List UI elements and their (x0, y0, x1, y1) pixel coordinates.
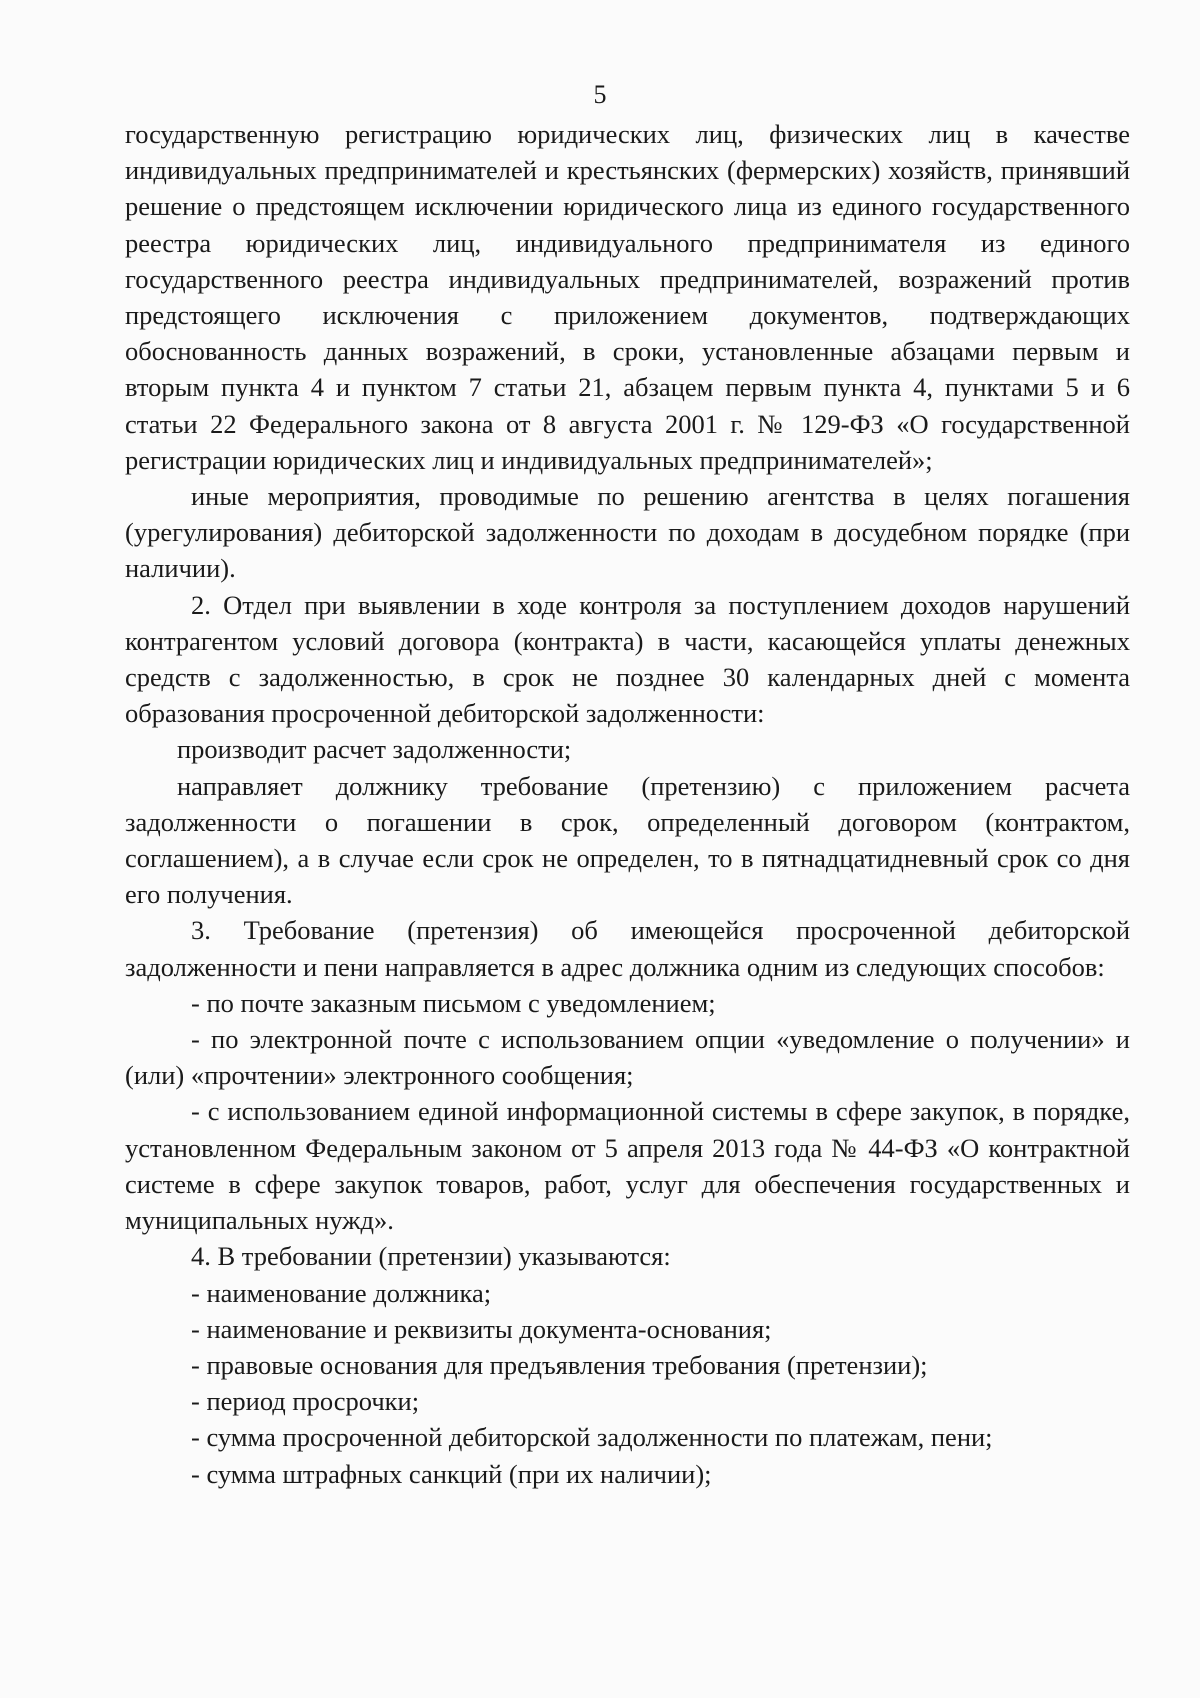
paragraph-continuation: государственную регистрацию юридических лиц, физических лиц в качестве индивидуальных предпринимателей и крестьянских (фермерских) хозяйств, принявший решение о предстоящем исключении юридического лица из единого государственного реестра юридических лиц, индивидуального предпринимателя из единого государственного реестра индивидуальных предпринимателей, возражений против предстоящего исключения с приложением документов, подтверждающих обоснованность данных возражений, в сроки, установленные абзацами первым и вторым пункта 4 и пунктом 7 статьи 21, абзацем первым пункта 4, пунктами 5 и 6 статьи 22 Федерального закона от 8 августа 2001 г. № 129-ФЗ «О государственной регистрации юридических лиц и индивидуальных предпринимателей»; (125, 119, 1130, 475)
list-item-overdue-period: - период просрочки; (191, 1386, 420, 1417)
list-item-email: - по электронной почте с использованием опции «уведомление о получении» и (или) «прочтении» электронного сообщения; (125, 1024, 1130, 1091)
list-item-mail: - по почте заказным письмом с уведомлением; (191, 987, 716, 1018)
list-item-eis: - с использованием единой информационной системы в сфере закупок, в порядке, установленном Федеральным законом от 5 апреля 2013 года № 44-ФЗ «О контрактной системе в сфере закупок товаров, работ, услуг для обеспечения государственных и муниципальных нужд». (125, 1096, 1130, 1236)
paragraph-item-3: 3. Требование (претензия) об имеющейся просроченной дебиторской задолженности и пени направляется в адрес должника одним из следующих способов: (125, 915, 1130, 982)
paragraph-other-measures: иные мероприятия, проводимые по решению агентства в целях погашения (урегулирования) дебиторской задолженности по доходам в досудебном порядке (при наличии). (125, 481, 1130, 584)
list-item-debtor-name: - наименование должника; (191, 1277, 492, 1308)
paragraph-item-2: 2. Отдел при выявлении в ходе контроля за поступлением доходов нарушений контрагентом условий договора (контракта) в части, касающейся уплаты денежных средств с задолженностью, в срок не позднее 30 календарных дней с момента образования просроченной дебиторской задолженности: (125, 589, 1130, 729)
document-body (125, 116, 1130, 1492)
paragraph-claim-sent: направляет должнику требование (претензию) с приложением расчета задолженности о погашении в срок, определенный договором (контрактом, соглашением), а в случае если срок не определен, то в пятнадцатидневный срок со дня его получения. (125, 770, 1130, 910)
paragraph-calculation: производит расчет задолженности; (177, 734, 572, 765)
paragraph-item-4: 4. В требовании (претензии) указываются: (191, 1241, 671, 1272)
page-number: 5 (593, 80, 607, 109)
list-item-penalties: - сумма штрафных санкций (при их наличии); (191, 1458, 712, 1489)
list-item-document-details: - наименование и реквизиты документа-основания; (191, 1313, 772, 1344)
list-item-legal-grounds: - правовые основания для предъявления требования (претензии); (191, 1349, 928, 1380)
list-item-overdue-amount: - сумма просроченной дебиторской задолженности по платежам, пени; (191, 1422, 993, 1453)
